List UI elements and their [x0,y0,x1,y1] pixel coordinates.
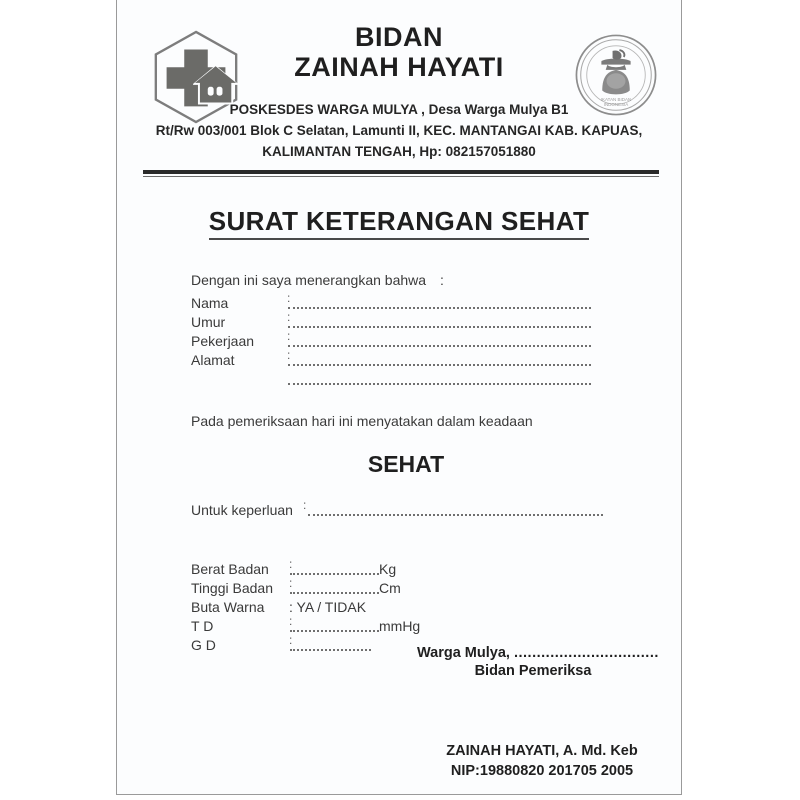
rule-thin [143,176,659,177]
measure-value-berat-badan[interactable] [289,558,431,577]
field-label-nama: Nama [191,295,229,311]
purpose-label: Untuk keperluan [191,502,293,518]
health-verdict: SEHAT [367,451,445,477]
header-divider-rule [143,170,659,177]
table-row [191,311,591,330]
measure-unit-mmhg: mmHg [379,618,421,634]
field-value-umur[interactable] [287,311,591,330]
measure-label-td: T D [191,618,214,634]
intro-line [191,272,661,288]
field-value-nama[interactable] [287,292,591,311]
table-row [191,349,591,368]
table-row [191,577,431,596]
dotted-fill-line [287,333,591,349]
purpose-value[interactable] [303,502,603,518]
intro-text: Dengan ini saya menerangkan bahwa [191,272,427,288]
svg-text:INDONESIA: INDONESIA [603,101,629,107]
field-value-alamat[interactable] [287,349,591,368]
measure-value-td[interactable] [289,615,431,634]
org-line-2: ZAINAH HAYATI [294,52,504,83]
field-label-umur: Umur [191,314,226,330]
dotted-fill-line [287,371,591,387]
signature-place-line [417,645,667,661]
signature-block [417,645,667,679]
measure-value-tinggi-badan[interactable] [289,577,431,596]
measurements-table [191,558,431,653]
table-row [191,292,591,311]
signatory-nip: NIP:19880820 201705 2005 [450,762,634,779]
purpose-row [191,502,661,518]
measure-unit-kg: Kg [379,561,397,577]
table-row [191,368,591,387]
table-row [191,330,591,349]
field-value-pekerjaan[interactable] [287,330,591,349]
table-row [191,558,431,577]
table-row [191,634,431,653]
field-label-blank [191,368,287,387]
field-value-alamat-continued[interactable] [287,368,591,387]
document-body [191,272,661,653]
signature-place-label: Warga Mulya, [417,645,510,661]
examination-statement: Pada pemeriksaan hari ini menyatakan dalam keadaan [191,413,533,429]
address-line-2: Rt/Rw 003/001 Blok C Selatan, Lamunti II, KEC. MANTANGAI KAB. KAPUAS, [155,122,643,138]
measure-label-berat-badan: Berat Badan [191,561,269,577]
dotted-fill-line [289,562,379,577]
colour-blind-options: : YA / TIDAK [289,599,367,615]
table-row [191,596,431,615]
ibi-midwife-association-seal-icon [573,32,659,118]
signatory-name: ZAINAH HAYATI, A. Md. Keb [446,743,638,759]
certificate-page [116,0,682,795]
svg-text:IKATAN BIDAN: IKATAN BIDAN [600,96,632,102]
document-title [117,206,681,237]
measure-value-gd[interactable] [289,634,431,653]
identity-fields-table [191,292,591,387]
measure-label-gd: G D [191,637,216,653]
letterhead [117,0,681,160]
address-line-3: KALIMANTAN TENGAH, Hp: 082157051880 [262,143,536,159]
table-row [191,615,431,634]
address-line-1: POSKESDES WARGA MULYA , Desa Warga Mulya B1 [229,102,569,117]
measure-value-buta-warna[interactable] [289,596,431,615]
dotted-fill-line [287,295,591,311]
field-label-alamat: Alamat [191,352,235,368]
dotted-fill-line [287,352,591,368]
dotted-fill-line [289,619,379,634]
signature-date-dots[interactable]: ................................ [513,645,659,661]
signature-role: Bidan Pemeriksa [474,663,592,679]
dotted-fill-line [287,314,591,330]
signatory-block [417,742,667,781]
intro-colon: : [440,272,444,288]
field-label-pekerjaan: Pekerjaan [191,333,255,349]
org-line-1: BIDAN [355,22,443,52]
measure-label-tinggi-badan: Tinggi Badan [191,580,273,596]
dotted-fill-line [289,638,371,653]
document-title-text: SURAT KETERANGAN SEHAT [209,206,590,240]
dotted-fill-line [289,581,379,596]
measure-label-buta-warna: Buta Warna [191,599,265,615]
measure-unit-cm: Cm [379,580,401,596]
